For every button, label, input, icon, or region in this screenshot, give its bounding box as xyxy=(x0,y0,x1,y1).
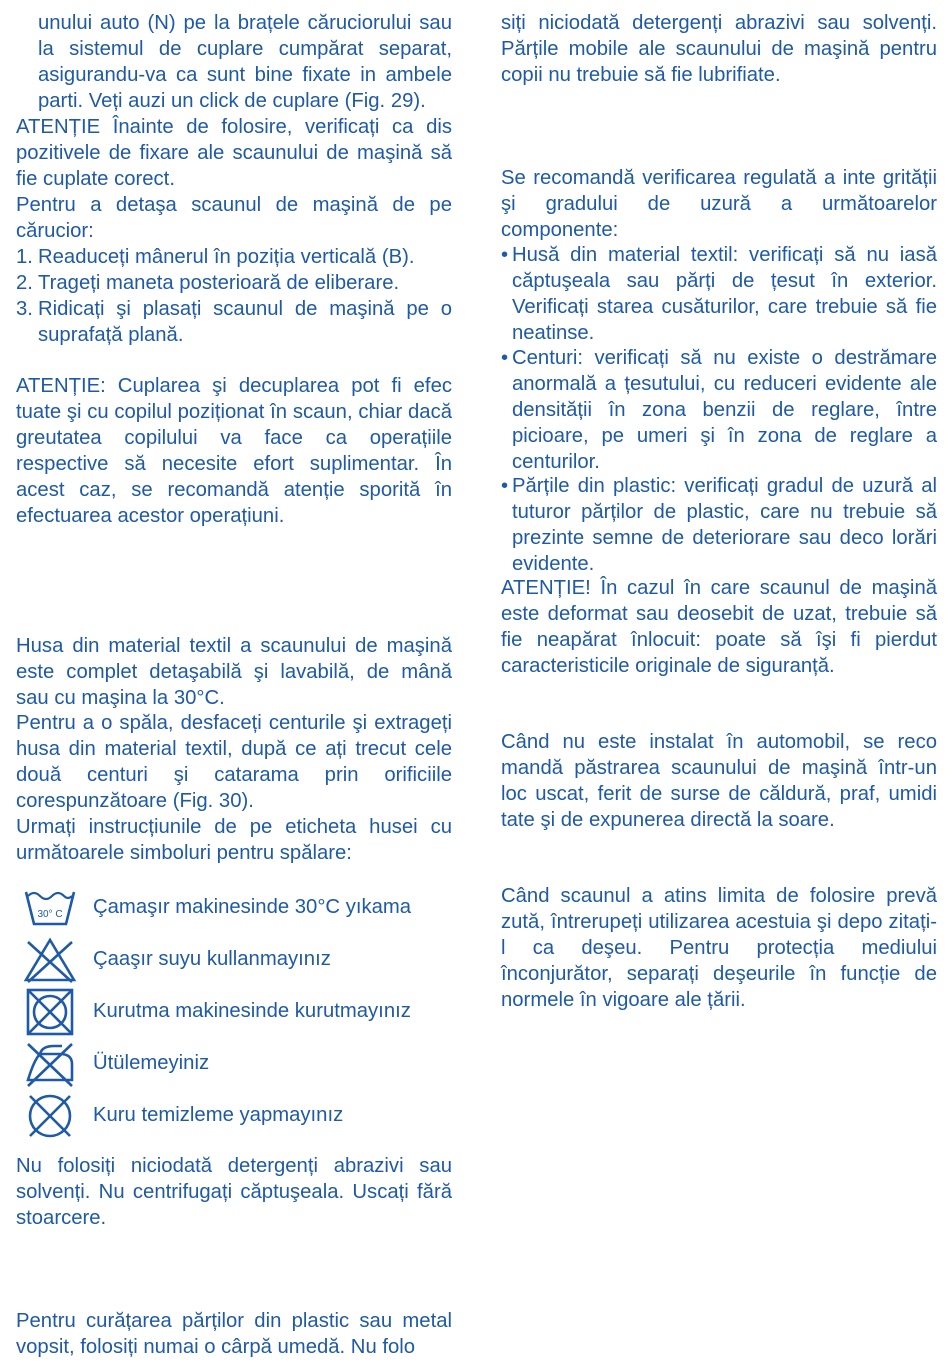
step-text: Ridicați şi plasați scaunul de maşină pe o suprafață plană. xyxy=(38,298,452,346)
washing-paragraph-2: Pentru a o spăla, desfaceți centurile şi extrageți husa din material textil, după ce ați trecut cele două centuri şi catarama prin orificiile corespunzătoare (Fig. 30). xyxy=(16,712,452,812)
attach-continuation: unului auto (N) pe la brațele căruciorului sau la sistemul de cuplare cumpărat separat, asigurandu-va ca sunt bine fixate in ambele parti. Veți auzi un click de cuplare (Fig. 29). xyxy=(38,12,452,112)
check-item-belts xyxy=(501,346,937,476)
attention-coupling-note: ATENȚIE: Cuplarea şi decuplarea pot fi efec tuate şi cu copilul poziționat în scaun, chiar dacă greutatea copilului va face ca operațiile respective să necesite efort suplimentar. În acest caz, se recomandă atenție sporită în efectuarea acestor operațiuni. xyxy=(16,375,452,527)
wash-symbol-label: Kuru temizleme yapmayınız xyxy=(93,1104,344,1126)
step-number: 2. xyxy=(16,272,33,294)
wash-symbol-label: Çaaşır suyu kullanmayınız xyxy=(93,948,331,970)
check-item-text: Husă din material textil: verificați să nu iasă căptuşeala sau părți de țesut în exterior. Verificați starea cusăturilor, care trebuie să fie neatinse. xyxy=(512,244,937,344)
wash-symbol-row-2 xyxy=(16,936,452,986)
wash-symbol-label: Ütülemeyiniz xyxy=(93,1052,210,1074)
plastic-cleaning-note: Pentru curățarea părților din plastic sau metal vopsit, folosiți numai o cârpă umedă. Nu folo xyxy=(16,1310,452,1358)
step-number: 1. xyxy=(16,246,33,268)
detergent-note: Nu folosiți niciodată detergenți abrazivi sau solvenți. Nu centrifugați căptuşeala. Uscați fără stoarcere. xyxy=(16,1155,452,1229)
washing-paragraph-1: Husa din material textil a scaunului de maşină este complet detaşabilă şi lavabilă, de mână sau cu maşina la 30°C. xyxy=(16,635,452,709)
check-item-text: Părțile din plastic: verificați gradul de uzură al tuturor părților de plastic, care nu trebuie să prezinte semne de deteriorare sau deco lorări evidente. xyxy=(512,475,937,575)
step-text: Readuceți mânerul în poziția verticală (B). xyxy=(38,246,415,268)
wash-symbol-row-3 xyxy=(16,988,452,1038)
washing-paragraph-3: Urmați instrucțiunile de pe eticheta husei cu următoarele simboluri pentru spălare: xyxy=(16,816,452,864)
check-item-plastic xyxy=(501,474,937,578)
attention-replace-note: ATENȚIE! În cazul în care scaunul de maşină este deformat sau deosebit de uzat, trebuie să fie neapărat înlocuit: poate să îşi fi pierdut caracteristicile originale de siguranță. xyxy=(501,577,937,677)
disposal-paragraph: Când scaunul a atins limita de folosire prevă zută, întrerupeți utilizarea acestuia şi depo zitați-l ca deşeu. Pentru protecția mediului înconjurător, separați deşeurile în funcție de normele în vigoare ale țării. xyxy=(501,885,937,1011)
cleaning-continuation: siți niciodată detergenți abrazivi sau solvenți. Părțile mobile ale scaunului de maşină pentru copii nu trebuie să fie lubrifiate. xyxy=(501,12,937,86)
bullet: • xyxy=(501,475,509,497)
check-item-fabric xyxy=(501,243,937,347)
bullet: • xyxy=(501,347,509,369)
detach-step-2 xyxy=(16,271,452,297)
bullet: • xyxy=(501,244,509,266)
no-tumble-dry-icon xyxy=(20,988,80,1036)
wash-temperature-text: 30° C xyxy=(37,909,63,920)
wash-symbol-row-5 xyxy=(16,1092,452,1142)
check-intro: Se recomandă verificarea regulată a inte grității şi gradului de uzură a următoarelor componente: xyxy=(501,167,937,241)
wash-symbol-row-4 xyxy=(16,1040,452,1090)
detach-step-1 xyxy=(16,245,452,271)
wash-symbol-label: Çamaşır makinesinde 30°C yıkama xyxy=(93,896,412,918)
step-number: 3. xyxy=(16,298,33,320)
no-bleach-icon xyxy=(20,936,80,984)
no-dry-clean-icon xyxy=(20,1092,80,1140)
detach-step-3 xyxy=(16,297,452,349)
check-item-text: Centuri: verificați să nu existe o destrămare anormală a țesutului, cu reduceri evidente ale densității în zona benzii de reglare, între picioare, pe umeri şi în zona de reglare a centurilor. xyxy=(512,347,937,473)
step-text: Trageți maneta posterioară de eliberare. xyxy=(38,272,400,294)
storage-paragraph: Când nu este instalat în automobil, se reco mandă păstrarea scaunului de maşină într-un loc uscat, ferit de surse de căldură, praf, umidi tate şi de expunerea directă la soare. xyxy=(501,731,937,831)
wash-30c-icon xyxy=(20,884,80,932)
detach-intro: Pentru a detaşa scaunul de maşină de pe cărucior: xyxy=(16,194,452,242)
no-iron-icon xyxy=(20,1040,80,1088)
wash-symbol-row-1 xyxy=(16,884,452,934)
attention-fixing-note: ATENȚIE Înainte de folosire, verificați ca dis pozitivele de fixare ale scaunului de maşină să fie cuplate corect. xyxy=(16,116,452,190)
wash-symbol-label: Kurutma makinesinde kurutmayınız xyxy=(93,1000,411,1022)
